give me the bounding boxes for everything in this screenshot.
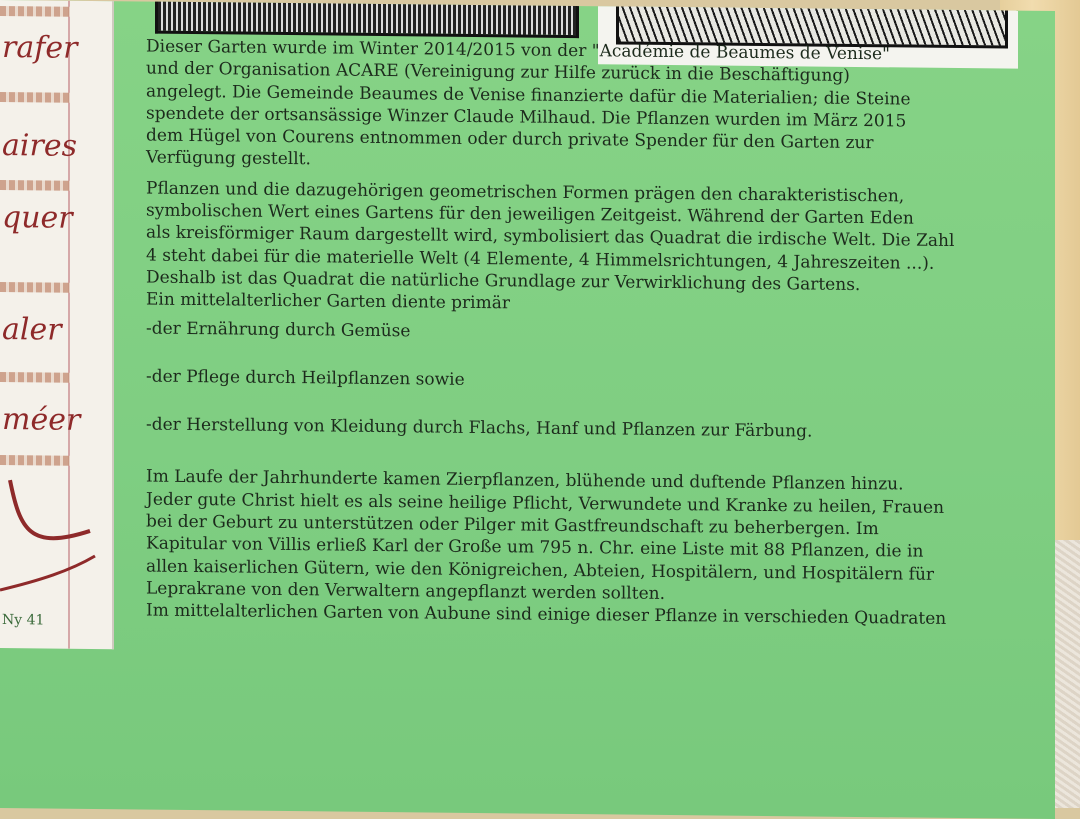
sign-line: Jeder gute Christ hielt es als seine heilige Pflicht, Verwundete und Kranke zu heilen, Frauen <box>146 489 945 518</box>
sign-text-block <box>146 36 956 631</box>
sign-line: Verfügung gestellt. <box>146 148 311 170</box>
manuscript-word: méer <box>2 402 81 438</box>
sign-line: bei der Geburt zu unterstützen oder Pilger mit Gastfreundschaft zu beherbergen. Im <box>146 511 879 540</box>
sign-line: Deshalb ist das Quadrat die natürliche Grundlage zur Verwirklichung des Gartens. <box>146 267 861 295</box>
sign-line: dem Hügel von Courens entnommen oder durch private Spender für den Garten zur <box>146 125 874 154</box>
sign-line: Dieser Garten wurde im Winter 2014/2015 von der "Académie de Beaumes de Venise" <box>146 36 890 65</box>
sign-line: Ein mittelalterlicher Garten diente primär <box>146 289 510 314</box>
ornament-band <box>0 6 70 17</box>
handwritten-manuscript-panel <box>0 0 114 649</box>
sign-line: allen kaiserlichen Gütern, wie den Königreichen, Abteien, Hospitälern, und Hospitälern für <box>146 556 935 585</box>
manuscript-footer: Ny 41 <box>2 612 45 629</box>
ornament-band <box>0 92 70 103</box>
ornament-band <box>0 455 70 466</box>
sign-line: Kapitular von Villis erließ Karl der Große um 795 n. Chr. eine Liste mit 88 Pflanzen, die in <box>146 533 924 563</box>
sign-line: Im mittelalterlichen Garten von Aubune sind einige dieser Pflanze in verschieden Quadraten <box>146 600 947 630</box>
sign-line: Pflanzen und die dazugehörigen geometrischen Formen prägen den charakteristischen, <box>146 178 905 207</box>
sign-line: angelegt. Die Gemeinde Beaumes de Venise finanzierte dafür die Materialien; die Steine <box>146 81 911 110</box>
manuscript-flourish <box>0 470 112 601</box>
ornament-band <box>0 372 70 383</box>
manuscript-word: aires <box>2 128 77 164</box>
manuscript-word: quer <box>2 200 73 236</box>
ornament-band <box>0 282 70 293</box>
manuscript-word: aler <box>2 312 62 348</box>
sign-line: 4 steht dabei für die materielle Welt (4 Elemente, 4 Himmelsrichtungen, 4 Jahreszeiten ...). <box>146 245 935 274</box>
sign-line: als kreisförmiger Raum dargestellt wird, symbolisiert das Quadrat die irdische Welt. Die Zahl <box>146 222 955 252</box>
sign-line: und der Organisation ACARE (Vereinigung zur Hilfe zurück in die Beschäftigung) <box>146 58 850 87</box>
sign-line: symbolischen Wert eines Gartens für den jeweiligen Zeitgeist. Während der Garten Eden <box>146 200 914 229</box>
bullet-line: -der Pflege durch Heilpflanzen sowie <box>146 366 465 390</box>
sign-line: spendete der ortsansässige Winzer Claude Milhaud. Die Pflanzen wurden im März 2015 <box>146 103 907 132</box>
woodcut-illustration-left <box>155 2 579 38</box>
sign-line: Im Laufe der Jahrhunderte kamen Zierpflanzen, blühende und duftende Pflanzen hinzu. <box>146 466 904 495</box>
bullet-line: -der Herstellung von Kleidung durch Flachs, Hanf und Pflanzen zur Färbung. <box>146 414 813 442</box>
bullet-line: -der Ernährung durch Gemüse <box>146 318 411 341</box>
ornament-band <box>0 180 70 191</box>
sign-line: Leprakrane von den Verwaltern angepflanzt werden sollten. <box>146 578 665 604</box>
manuscript-word: rafer <box>2 30 78 66</box>
